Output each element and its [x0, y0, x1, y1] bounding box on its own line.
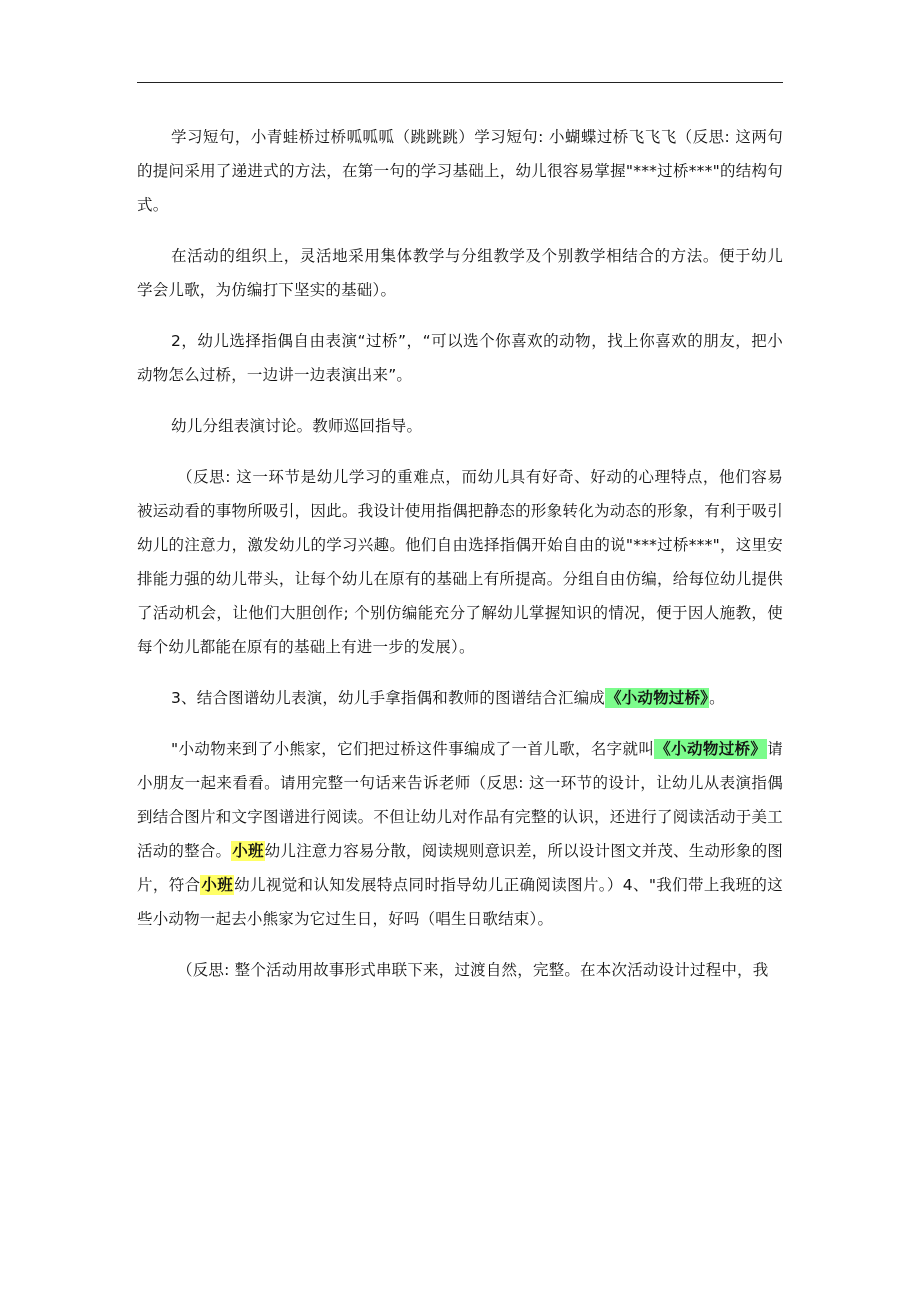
poem-title-highlight-2: 《小动物过桥》 [655, 740, 767, 758]
little-bear-text-4: 幼儿视觉和认知发展特点同时指导幼儿正确阅读图片。）4、"我们带上我班的这些小动物一起去小熊家为它过生日，好吗（唱生日歌结束）。 [137, 876, 783, 928]
paragraph-little-bear [137, 732, 783, 936]
little-bear-text-2: 请小朋友一起来看看。请用完整一句话来告诉老师（反思: 这一环节的设计，让幼儿从表演指偶到结合图片和文字图谱进行阅读。不但让幼儿对作品有完整的认识，还进行了阅读活动于美工活动的整合。 [137, 740, 783, 860]
paragraph-step-3 [137, 681, 783, 715]
paragraph-reflection-2: （反思: 整个活动用故事形式串联下来，过渡自然，完整。在本次活动设计过程中，我 [177, 961, 769, 979]
document-body [137, 120, 783, 1004]
paragraph-reflection-1: （反思: 这一环节是幼儿学习的重难点，而幼儿具有好奇、好动的心理特点，他们容易被运动看的事物所吸引，因此。我设计使用指偶把静态的形象转化为动态的形象，有利于吸引幼儿的注意力，激发幼儿的学习兴趣。他们自由选择指偶开始自由的说"***过桥***"，这里安排能力强的幼儿带头，让每个幼儿在原有的基础上有所提高。分组自由仿编，给每位幼儿提供了活动机会，让他们大胆创作; 个别仿编能充分了解幼儿掌握知识的情况，便于因人施教，使每个幼儿都能在原有的基础上有进一步的发展）。 [137, 468, 783, 656]
paragraph-short-sentences: 学习短句，小青蛙桥过桥呱呱呱（跳跳跳）学习短句: 小蝴蝶过桥飞飞飞（反思: 这两句的提问采用了递进式的方法，在第一句的学习基础上，幼儿很容易掌握"***过桥***"的结构句式。 [137, 128, 783, 214]
step-3-text: 3、结合图谱幼儿表演，幼儿手拿指偶和教师的图谱结合汇编成 [171, 689, 605, 707]
step-3-end: 。 [709, 689, 725, 707]
poem-title-highlight: 《小动物过桥》 [605, 689, 709, 707]
little-bear-text-1: "小动物来到了小熊家，它们把过桥这件事编成了一首儿歌，名字就叫 [171, 740, 655, 758]
header-rule [137, 82, 783, 83]
small-class-highlight-1: 小班 [232, 842, 264, 860]
small-class-highlight-2: 小班 [201, 876, 234, 894]
little-bear-text-3: 幼儿注意力容易分散，阅读规则意识差，所以设计图文并茂、生动形象的图片，符合 [137, 842, 783, 894]
paragraph-step-2: 2，幼儿选择指偶自由表演“过桥”，“可以选个你喜欢的动物，找上你喜欢的朋友，把小动物怎么过桥，一边讲一边表演出来”。 [137, 332, 783, 384]
paragraph-organization: 在活动的组织上，灵活地采用集体教学与分组教学及个别教学相结合的方法。便于幼儿学会儿歌，为仿编打下坚实的基础）。 [137, 247, 783, 299]
paragraph-group-discussion: 幼儿分组表演讨论。教师巡回指导。 [171, 417, 423, 435]
